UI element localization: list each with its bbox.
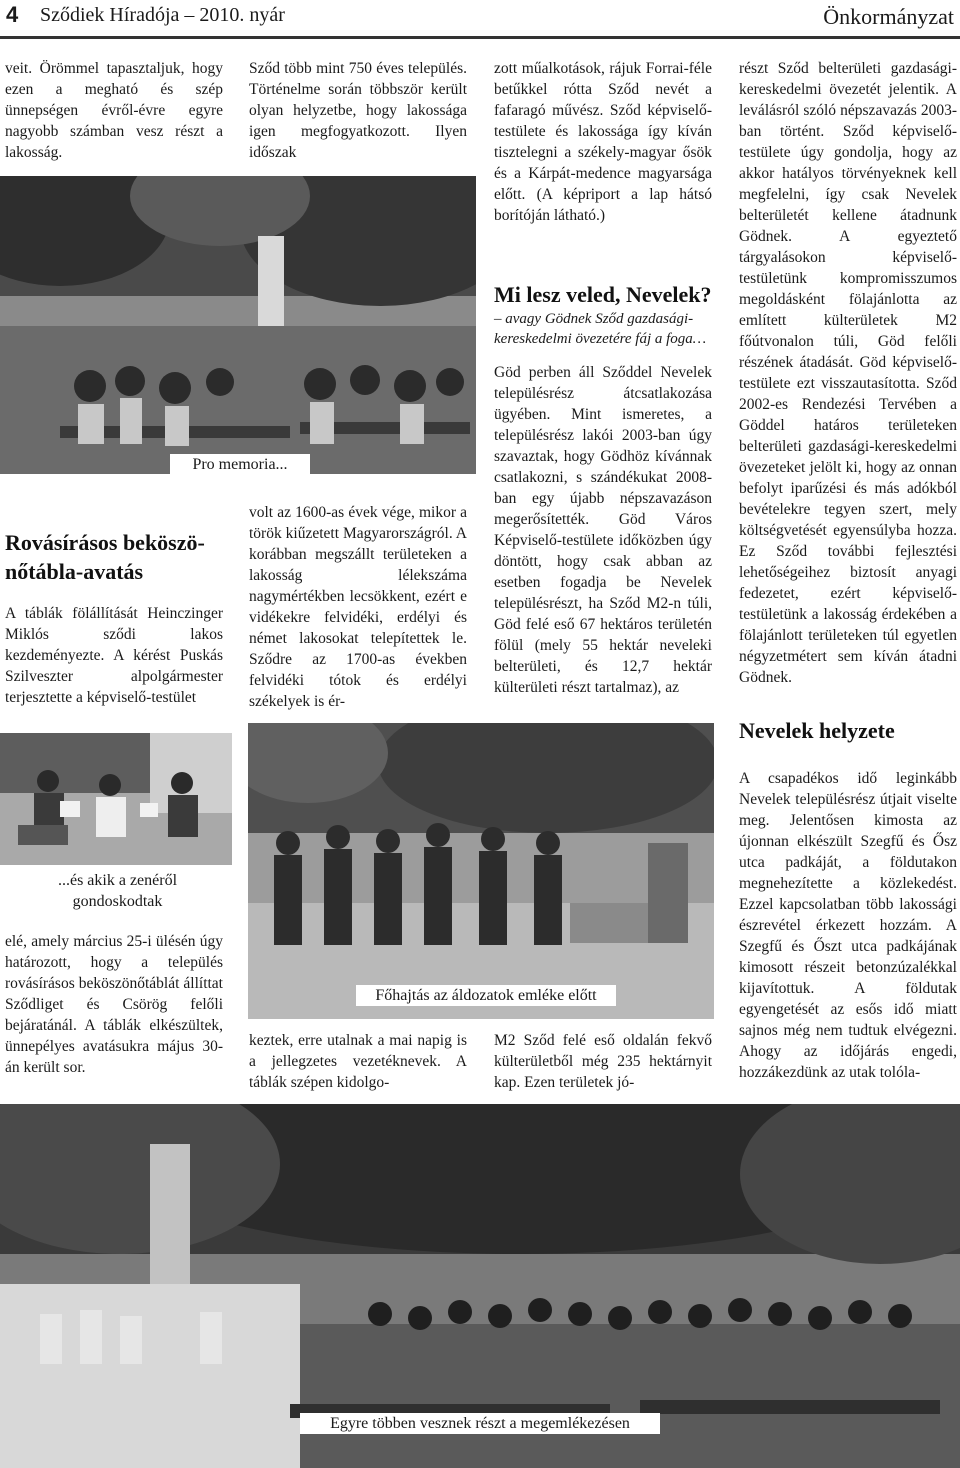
photo-musicians bbox=[0, 733, 232, 865]
section-title: Önkormányzat bbox=[823, 4, 954, 29]
col1-para1: A táblák fölállítását Heinczinger Miklós sződi lakos kezdeményezte. A kérést Puskás Szilveszter alpolgármester terjesztette a képviselő-testület bbox=[5, 605, 223, 706]
col4-para2: A csapadékos idő leginkább Nevelek településrész útjait viselte meg. Jelentősen kimosta az újonnan elkészült Szegfű és Ősz utca padkáját, a földutakon megnehezítette a közlekedést. Ezzel kapcsolatban több lakossági észrevétel érkezett hozzám. A Szegfű és Őszt utca padkájának kimosott részeit betonzúzalékkal kijavítottuk. A földutak egyengetését az esős idő miatt sajnos még nem tudtuk elvégezni. Ahogy az időjárás engedi, hozzákezdünk az utak tolóla- bbox=[739, 770, 957, 1081]
col3-top: zott műalkotások, rájuk Forrai-féle betűkkel rótta Sződ nevét a fafaragó művész. Sződ képviselő-testülete és lakossága így kíván tisztelegni a székely-magyar ősök és a Kárpát-medence magyarsága előtt. (A képriport a lap hátsó borítóján látható.) bbox=[494, 60, 712, 224]
col3-para: Göd perben áll Sződdel Nevelek településrész átcsatlakozása ügyében. Mint ismeretes, a településrész lakói 2003-ban úgy szavaztak, hogy Gödhöz kívánnak csatlakozni, s szándékukat 2008-ban egy újabb népszavazáson megerősítették. Göd Város Képviselő-testülete időközben úgy döntött, hogy csak abban az esetben fogadja be Nevelek településrészt, ha Sződ M2-n túli, Göd felé eső 67 hektáros területén fölül (mely 55 hektár neveleki belterületi, és 12,7 hektár külterületi részt tartalmaz), az bbox=[494, 364, 712, 696]
photo-memorial-gathering bbox=[0, 176, 476, 474]
headline-nevelek: Mi lesz veled, Nevelek? bbox=[494, 282, 712, 307]
headline-rovasiras: Rovásírásos beköszö-nőtábla-avatás bbox=[5, 530, 205, 584]
caption-crowd: Egyre többen vesznek részt a megemlékezésen bbox=[300, 1413, 660, 1434]
col1-intro: veit. Örömmel tapasztaljuk, hogy ezen a megható és szép ünnepségen évről-évre egyre nagyobb számban vesz részt a lakosság. bbox=[5, 60, 223, 161]
col1-para2: elé, amely március 25-i ülésén úgy határozott, hogy a település rovásírásos beköszönőtáblát állíttat Sződliget és Csörög felőli bejáratánál. A táblák elkészültek, ünnepélyes avatásukra május 30-án került sor. bbox=[5, 933, 223, 1076]
subtitle-nevelek: – avagy Gödnek Sződ gazdasági-kereskedelmi övezetére fáj a foga… bbox=[494, 311, 707, 347]
caption-tribute: Főhajtás az áldozatok emléke előtt bbox=[356, 985, 616, 1006]
headline-nevelek-helyzete: Nevelek helyzete bbox=[739, 718, 895, 743]
col2-para: volt az 1600-as évek vége, mikor a török kiűzetett Magyarországról. A korábban megszállt területeken a lakosság lélekszáma nagymértékben lecsökkent, ezért e vidékekre felvidéki, erdélyi és német lakosokat telepítettek le. Sződre az 1700-as években felvidéki tótok és erdélyi székelyek is ér- bbox=[249, 504, 467, 710]
col4-para1: részt Sződ belterületi gazdasági-kereskedelmi övezetét jelentik. A leválásról szóló népszavazás 2003-ban történt. Sződ képviselő-testülete úgy gondolja, hogy az akkor hatályos törvényeknek kell megfelelni, így csak Nevelek belterületét kellene átadnunk Gödnek. A egyeztető tárgyalásokon képviselő-testületünk kompromisszumos megoldásként fölajánlotta az említett külterületek M2 főútvonalon túli, Göd felőli részének átadását. Göd képviselő-testülete ezt visszautasította. Sződ 2002-es Rendezési Tervében a Göddel határos területeken belterületi gazdasági-kereskedelmi övezeteket jelölt ki, hogy az onnan befolyt iparűzési és más adókból bevételekre tegyen szert, mely költségvetését egyensúlyba hozza. Ez Sződ további fejlesztési lehetőségeihez biztosít anyagi fedezetet, ezért képviselő-testületünk a lakosság érdekében a fölajánlott területeken túl egyetlen négyzetmétert sem kíván átadni Gödnek. bbox=[739, 60, 957, 686]
publication-title: Sződiek Híradója – 2010. nyár bbox=[40, 4, 285, 26]
col3-bottom: M2 Sződ felé eső oldalán fekvő külterületből még 235 hektárnyit kap. Ezen területek jó- bbox=[494, 1032, 712, 1091]
col2-top: Sződ több mint 750 éves település. Történelme során többször került olyan helyzetbe, hogy lakossága igen megfogyatkozott. Ilyen időszak bbox=[249, 60, 467, 161]
caption-pro-memoria: Pro memoria... bbox=[170, 454, 310, 475]
header-rule bbox=[0, 36, 960, 39]
photo-tribute bbox=[248, 723, 714, 1019]
col2-bottom: keztek, erre utalnak a mai napig is a jellegzetes vezetéknevek. A táblák szépen kidolgo- bbox=[249, 1032, 467, 1091]
page-number: 4 bbox=[6, 2, 19, 27]
caption-musicians: ...és akik a zenéről gondoskodtak bbox=[57, 872, 178, 910]
